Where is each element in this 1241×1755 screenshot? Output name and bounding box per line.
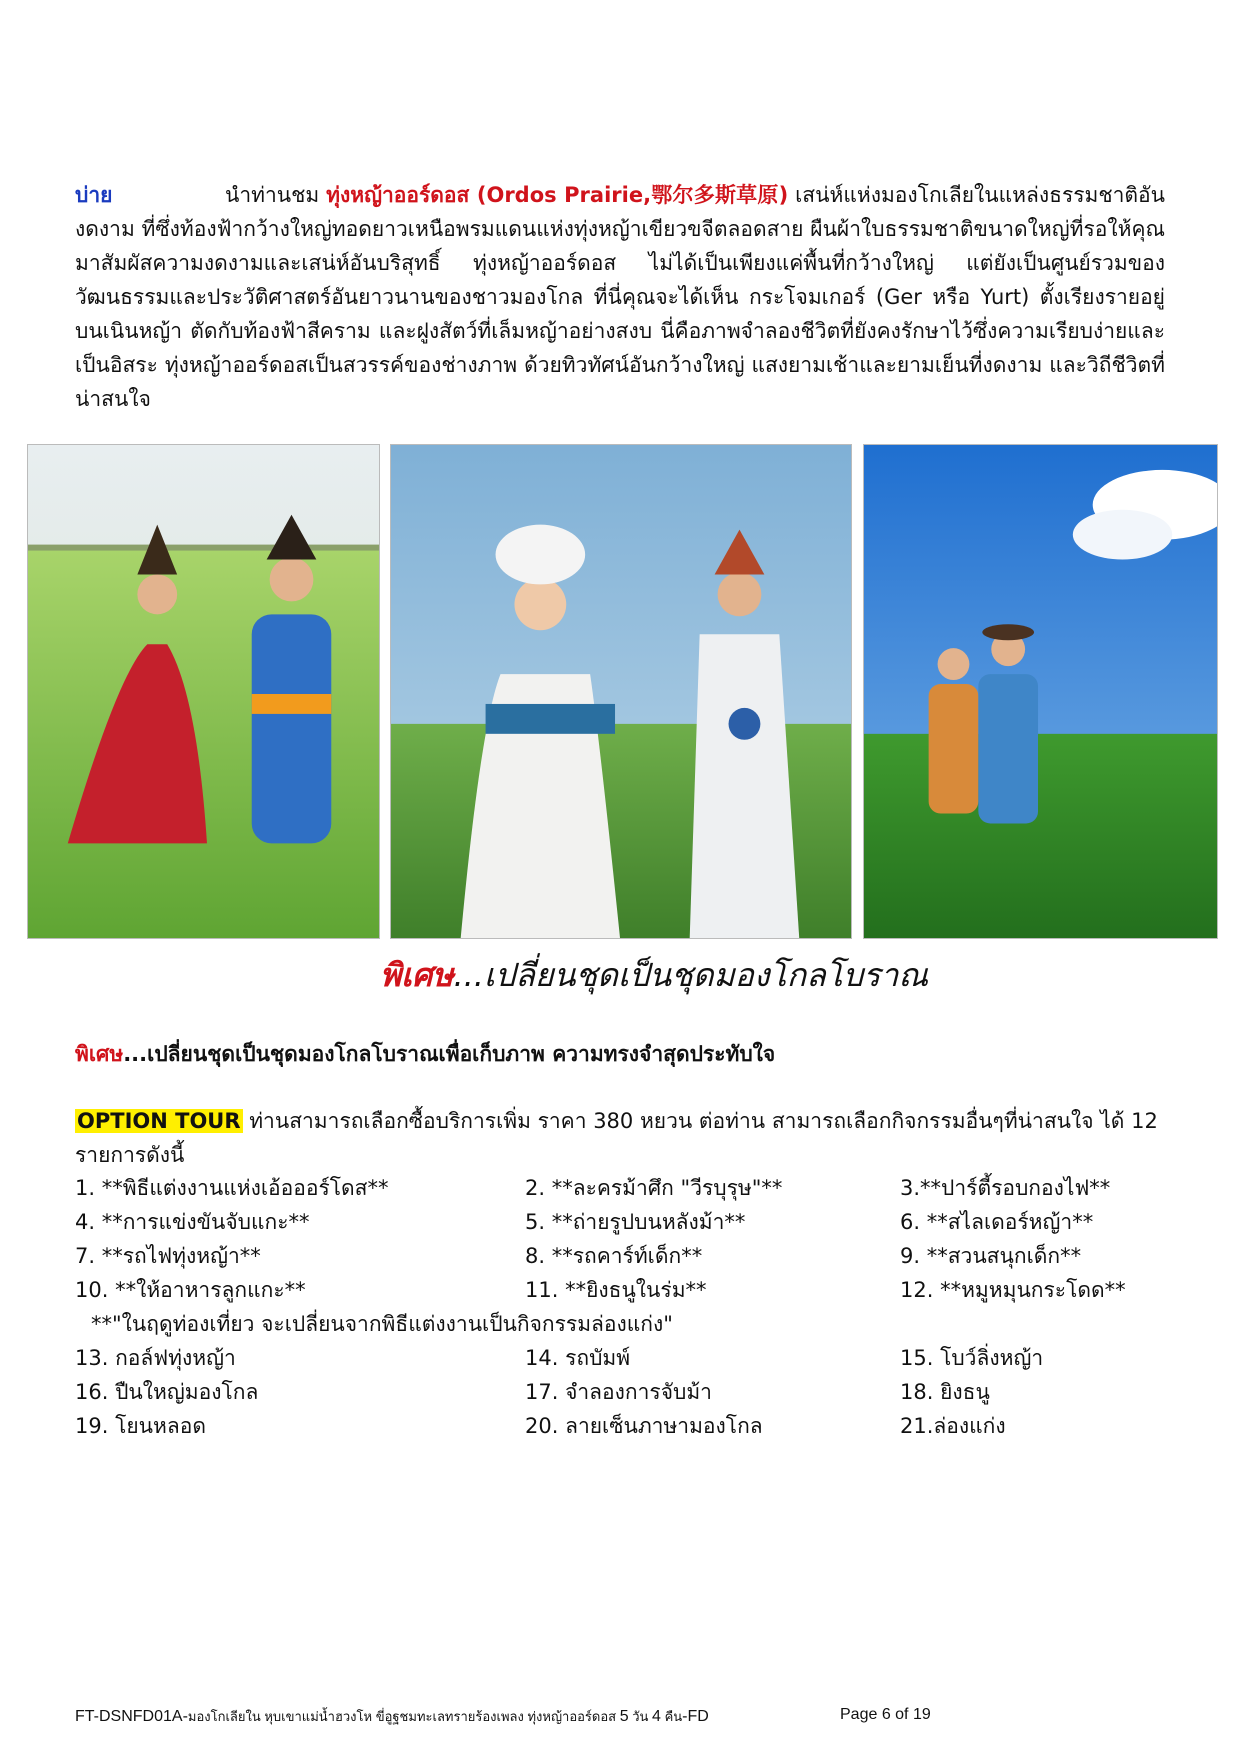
activity-item: 21.ล่องแก่ง	[900, 1414, 1006, 1438]
tour-description: มองโกเลียใน หุบเขาแม่น้ำฮวงโห ขี่อูฐชมทะเลทรายร้องเพลง ทุ่งหญ้าออร์ดอส	[187, 1709, 620, 1724]
activity-item: 3.**ปาร์ตี้รอบกองไฟ**	[900, 1176, 1111, 1200]
photo-caption	[380, 950, 1000, 1001]
page-number: Page 6 of 19	[840, 1706, 931, 1723]
caption-special: พิเศษ	[380, 956, 454, 994]
ordos-prairie-highlight: ทุ่งหญ้าออร์ดอส (Ordos Prairie,鄂尔多斯草原)	[326, 183, 789, 207]
activity-item: 19. โยนหลอด	[75, 1414, 206, 1438]
activity-row	[75, 1274, 1165, 1308]
activity-item: 7. **รถไฟทุ่งหญ้า**	[75, 1244, 261, 1268]
activity-item: 13. กอล์ฟทุ่งหญ้า	[75, 1346, 236, 1370]
activity-item: 14. รถบัมพ์	[525, 1346, 631, 1370]
activity-item: 1. **พิธีแต่งงานแห่งเอ้อออร์โดส**	[75, 1176, 389, 1200]
couple-photo-left	[27, 444, 380, 939]
special-text: ...เปลี่ยนชุดเป็นชุดมองโกลโบราณเพื่อเก็บภาพ ความทรงจำสุดประทับใจ	[123, 1042, 776, 1066]
activity-item: 12. **หมูหมุนกระโดด**	[900, 1278, 1126, 1302]
couple-photo-right	[863, 444, 1218, 939]
tour-suffix: -FD	[682, 1708, 709, 1725]
nights-number: 4	[652, 1708, 661, 1725]
activity-item: 18. ยิงธนู	[900, 1380, 990, 1404]
activity-item: 10. **ให้อาหารลูกแกะ**	[75, 1278, 306, 1302]
couple-photo-center	[390, 444, 852, 939]
activity-item: 4. **การแข่งขันจับแกะ**	[75, 1210, 310, 1234]
activity-row	[75, 1172, 1165, 1206]
activity-item: 9. **สวนสนุกเด็ก**	[900, 1244, 1082, 1268]
special-note	[75, 1038, 1165, 1071]
footer-tour-code	[75, 1706, 709, 1727]
activity-item: 6. **สไลเดอร์หญ้า**	[900, 1210, 1094, 1234]
activity-note-row	[75, 1308, 1165, 1342]
photo-strip	[27, 444, 1218, 939]
days-number: 5	[619, 1708, 629, 1725]
activity-item: 11. **ยิงธนูในร่ม**	[525, 1278, 707, 1302]
activity-item: 2. **ละครม้าศึก "วีรบุรุษ"**	[525, 1176, 783, 1200]
activity-item: 15. โบว์ลิ่งหญ้า	[900, 1346, 1044, 1370]
activity-list	[75, 1172, 1165, 1444]
intro-paragraph	[75, 178, 1165, 416]
activity-item: 8. **รถคาร์ท์เด็ก**	[525, 1244, 703, 1268]
nights-word: คืน	[660, 1709, 683, 1724]
activity-item: 20. ลายเซ็นภาษามองโกล	[525, 1414, 763, 1438]
activity-row	[75, 1240, 1165, 1274]
activity-row	[75, 1342, 1165, 1376]
special-label: พิเศษ	[75, 1042, 124, 1066]
tour-code: FT-DSNFD01A-	[75, 1708, 188, 1725]
activity-item: 17. จำลองการจับม้า	[525, 1380, 712, 1404]
intro-body: เสน่ห์แห่งมองโกเลียในแหล่งธรรมชาติอันงดงาม ที่ซึ่งท้องฟ้ากว้างใหญ่ทอดยาวเหนือพรมแดนแห่งทุ่งหญ้าเขียวขจีตลอดสาย ผืนผ้าใบธรรมชาติขนาดใหญ่ที่รอให้คุณมาสัมผัสความงดงามและเสน่ห์อันบริสุทธิ์ ทุ่งหญ้าออร์ดอส ไม่ได้เป็นเพียงแค่พื้นที่กว้างใหญ่ แต่ยังเป็นศูนย์รวมของวัฒนธรรมและประวัติศาสตร์อันยาวนานของชาวมองโกล ที่นี่คุณจะได้เห็น กระโจมเกอร์ (Ger หรือ Yurt) ตั้งเรียงรายอยู่บนเนินหญ้า ตัดกับท้องฟ้าสีคราม และฝูงสัตว์ที่เล็มหญ้าอย่างสงบ นี่คือภาพจำลองชีวิตที่ยังคงรักษาไว้ซึ่งความเรียบง่ายและเป็นอิสระ ทุ่งหญ้าออร์ดอสเป็นสวรรค์ของช่างภาพ ด้วยทิวทัศน์อันกว้างใหญ่ แสงยามเช้าและยามเย็นที่งดงาม และวิถีชีวิตที่น่าสนใจ	[75, 183, 1165, 411]
time-label: บ่าย	[75, 183, 113, 207]
option-tour-text: ท่านสามารถเลือกซื้อบริการเพิ่ม ราคา 380 หยวน ต่อท่าน สามารถเลือกกิจกรรมอื่นๆที่น่าสนใจ ได้ 12 รายการดังนี้	[75, 1109, 1158, 1167]
option-tour-paragraph	[75, 1104, 1165, 1172]
activity-item: 16. ปืนใหญ่มองโกล	[75, 1380, 259, 1404]
season-note: **"ในฤดูท่องเที่ยว จะเปลี่ยนจากพิธีแต่งงานเป็นกิจกรรมล่องแก่ง"	[91, 1312, 673, 1336]
activity-row	[75, 1206, 1165, 1240]
intro-lead: นำท่านชม	[225, 183, 327, 207]
activity-item: 5. **ถ่ายรูปบนหลังม้า**	[525, 1210, 746, 1234]
caption-text: ...เปลี่ยนชุดเป็นชุดมองโกลโบราณ	[453, 956, 929, 994]
activity-row	[75, 1376, 1165, 1410]
days-word: วัน	[628, 1709, 653, 1724]
option-tour-badge: OPTION TOUR	[77, 1109, 241, 1133]
activity-row	[75, 1410, 1165, 1444]
